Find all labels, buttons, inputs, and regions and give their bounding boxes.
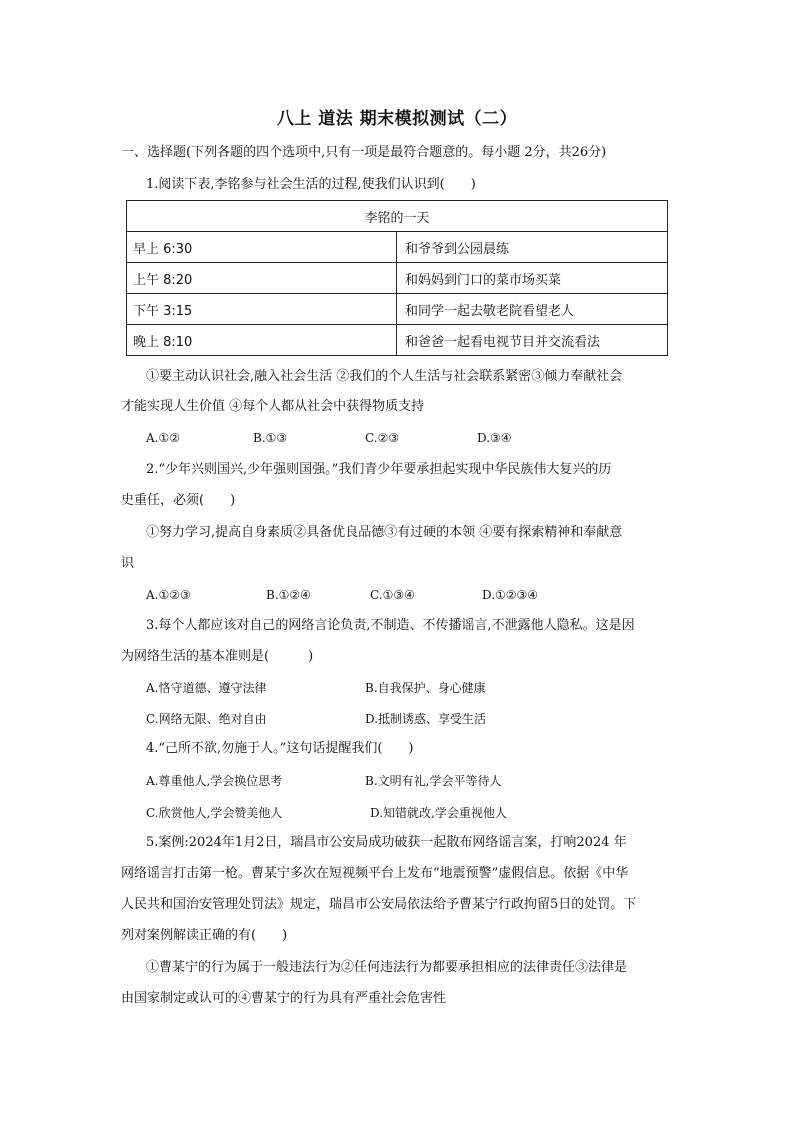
q1-statements-line2: 才能实现人生价值 ④每个人都从社会中获得物质支持	[121, 399, 425, 414]
q3-option-a: A.恪守道德、遵守法律	[146, 681, 267, 695]
q2-stem-line1: 2.“少年兴则国兴,少年强则国强。”我们青少年要承担起实现中华民族伟大复兴的历	[146, 462, 612, 477]
q2-option-c: C.①③④	[370, 588, 415, 602]
q3-option-c: C.网络无限、绝对自由	[146, 712, 267, 726]
table-cell-activity: 和妈妈到门口的菜市场买菜	[397, 263, 668, 294]
schedule-table	[126, 200, 668, 356]
table-cell-activity: 和爸爸一起看电视节目并交流看法	[397, 325, 668, 356]
q1-option-c: C.②③	[365, 431, 400, 445]
q4-stem: 4.“己所不欲,勿施于人。”这句话提醒我们( )	[146, 741, 414, 756]
q4-option-b: B.文明有礼,学会平等待人	[365, 774, 502, 788]
page-title: 八上 道法 期末模拟测试（二）	[276, 109, 518, 129]
table-row	[127, 232, 668, 263]
q2-option-b: B.①②④	[266, 588, 311, 602]
q2-statements-line1: ①努力学习,提高自身素质②具备优良品德③有过硬的本领 ④要有探索精神和奉献意	[146, 525, 623, 540]
q3-stem-line1: 3.每个人都应该对自己的网络言论负责,不制造、不传播谣言,不泄露他人隐私。这是因	[146, 618, 635, 633]
table-row	[127, 263, 668, 294]
q5-stem-line4: 列对案例解读正确的有( )	[121, 928, 288, 943]
table-title: 李铭的一天	[127, 201, 668, 232]
q1-option-d: D.③④	[477, 431, 512, 445]
table-cell-time: 下午 3:15	[127, 294, 397, 325]
table-cell-time: 早上 6:30	[127, 232, 397, 263]
q1-stem: 1.阅读下表,李铭参与社会生活的过程,使我们认识到( )	[146, 177, 476, 192]
section-heading: 一、选择题(下列各题的四个选项中,只有一项是最符合题意的。每小题 2分，共26分)	[121, 145, 607, 160]
q3-option-d: D.抵制诱惑、享受生活	[365, 712, 487, 726]
q1-option-b: B.①③	[253, 431, 288, 445]
q4-option-c: C.欣赏他人,学会赞美他人	[146, 806, 283, 820]
q4-option-a: A.尊重他人,学会换位思考	[146, 774, 283, 788]
q2-stem-line2: 史重任，必须( )	[121, 493, 236, 508]
q1-option-a: A.①②	[146, 431, 180, 445]
q5-stem-line3: 人民共和国治安管理处罚法》规定，瑞昌市公安局依法给予曹某宁行政拘留5日的处罚。下	[121, 897, 637, 912]
q5-statements-line2: 由国家制定或认可的④曹某宁的行为具有严重社会危害性	[121, 991, 447, 1006]
q2-option-d: D.①②③④	[482, 588, 539, 602]
q2-statements-line2: 识	[121, 556, 135, 571]
q3-stem-line2: 为网络生活的基本准则是( )	[121, 649, 314, 664]
q5-stem-line1: 5.案例:2024年1月2日，瑞昌市公安局成功破获一起散布网络谣言案，打响2024 年	[146, 835, 627, 850]
q2-option-a: A.①②③	[146, 588, 191, 602]
table-header-row	[127, 201, 668, 232]
table-cell-activity: 和爷爷到公园晨练	[397, 232, 668, 263]
q5-stem-line2: 网络谣言打击第一枪。曹某宁多次在短视频平台上发布“地震预警”虚假信息。依据《中华	[121, 866, 629, 881]
table-row	[127, 325, 668, 356]
table-cell-activity: 和同学一起去敬老院看望老人	[397, 294, 668, 325]
q3-option-b: B.自我保护、身心健康	[365, 681, 486, 695]
q4-option-d: D.知错就改,学会重视他人	[370, 806, 507, 820]
q1-statements-line1: ①要主动认识社会,融入社会生活 ②我们的个人生活与社会联系紧密③倾力奉献社会	[146, 369, 623, 384]
table-row	[127, 294, 668, 325]
table-cell-time: 上午 8:20	[127, 263, 397, 294]
q5-statements-line1: ①曹某宁的行为属于一般违法行为②任何违法行为都要承担相应的法律责任③法律是	[146, 960, 628, 975]
table-cell-time: 晚上 8:10	[127, 325, 397, 356]
